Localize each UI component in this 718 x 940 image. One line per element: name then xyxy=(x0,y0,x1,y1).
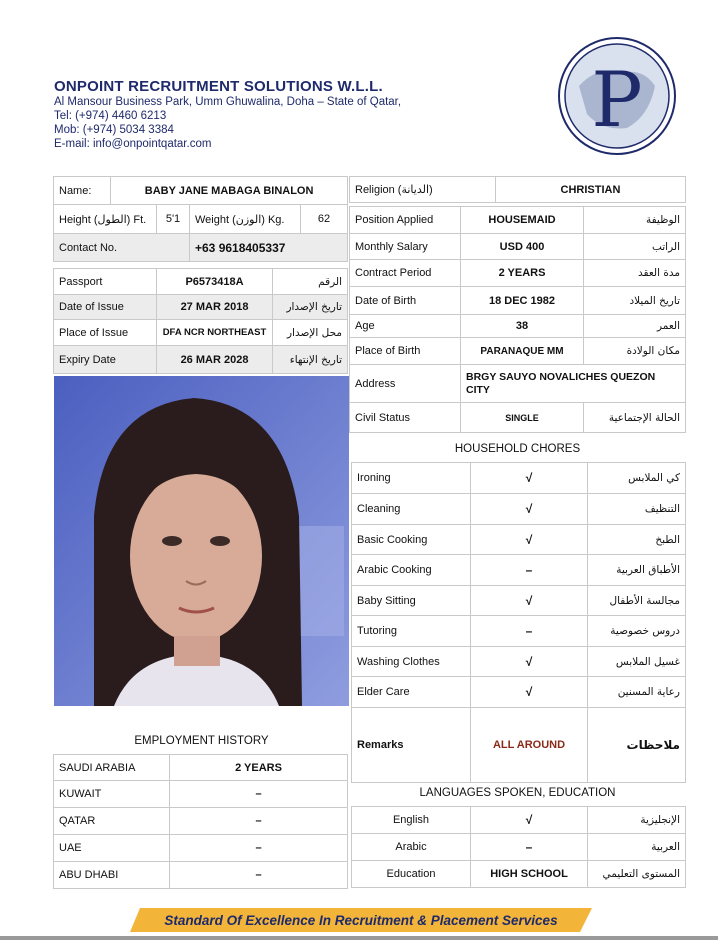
chore-row: Elder Care √ رعاية المسنين xyxy=(352,677,686,708)
chore-row: Washing Clothes √ غسيل الملابس xyxy=(352,647,686,677)
employment-row: KUWAIT – xyxy=(54,781,348,808)
chore-row: Ironing √ كي الملابس xyxy=(352,463,686,494)
passport-label: Passport xyxy=(54,269,157,295)
detail-row: Position Applied HOUSEMAID الوظيفة xyxy=(350,207,686,234)
issue-date-label: Date of Issue xyxy=(54,295,157,320)
language-row: Arabic – العربية xyxy=(352,834,686,861)
issue-place-label: Place of Issue xyxy=(54,320,157,346)
religion-label: Religion (الديانة) xyxy=(350,177,496,203)
detail-row: Age 38 العمر xyxy=(350,315,686,338)
language-row: English √ الإنجليزية xyxy=(352,807,686,834)
expiry-value: 26 MAR 2028 xyxy=(157,346,273,374)
passport-ar: الرقم xyxy=(273,269,348,295)
detail-row: Date of Birth 18 DEC 1982 تاريخ الميلاد xyxy=(350,287,686,315)
employment-row: SAUDI ARABIA 2 YEARS xyxy=(54,755,348,781)
chore-row: Cleaning √ التنظيف xyxy=(352,494,686,525)
passport-value: P6573418A xyxy=(157,269,273,295)
detail-row: Contract Period 2 YEARS مدة العقد xyxy=(350,260,686,287)
issue-date-ar: تاريخ الإصدار xyxy=(273,295,348,320)
expiry-label: Expiry Date xyxy=(54,346,157,374)
languages-title: LANGUAGES SPOKEN, EDUCATION xyxy=(419,787,616,799)
address-label: Address xyxy=(350,365,461,403)
chore-row: Arabic Cooking – الأطباق العربية xyxy=(352,555,686,586)
contact-value: +63 9618405337 xyxy=(190,234,348,262)
chore-row: Basic Cooking √ الطبخ xyxy=(352,525,686,555)
issue-place-ar: محل الإصدار xyxy=(273,320,348,346)
name-label: Name: xyxy=(54,177,111,205)
applicant-photo xyxy=(54,376,349,706)
chore-row: Tutoring – دروس خصوصية xyxy=(352,616,686,647)
weight-value: 62 xyxy=(301,205,348,234)
company-address: Al Mansour Business Park, Umm Ghuwalina, Doha – State of Qatar, xyxy=(54,96,402,108)
remarks-value: ALL AROUND xyxy=(471,708,588,783)
issue-place-value: DFA NCR NORTHEAST xyxy=(157,320,273,346)
employment-row: ABU DHABI – xyxy=(54,862,348,889)
contact-label: Contact No. xyxy=(54,234,190,262)
height-label: Height (الطول) Ft. xyxy=(54,205,157,234)
religion-value: CHRISTIAN xyxy=(496,177,686,203)
expiry-row xyxy=(54,346,348,374)
logo-letter: P xyxy=(591,55,643,144)
company-tel: Tel: (+974) 4460 6213 xyxy=(54,110,167,122)
address-value: BRGY SAUYO NOVALICHES QUEZON CITY xyxy=(461,365,686,403)
footer-banner xyxy=(130,908,592,932)
remarks-ar: ملاحظات xyxy=(588,708,686,783)
detail-row: Monthly Salary USD 400 الراتب xyxy=(350,234,686,260)
issue-date-row xyxy=(54,295,348,320)
issue-date-value: 27 MAR 2018 xyxy=(157,295,273,320)
education-row: Education HIGH SCHOOL المستوى التعليمي xyxy=(352,861,686,888)
company-email: E-mail: info@onpointqatar.com xyxy=(54,138,212,150)
expiry-ar: تاريخ الإنتهاء xyxy=(273,346,348,374)
name-value: BABY JANE MABAGA BINALON xyxy=(111,177,348,205)
height-value: 5'1 xyxy=(157,205,190,234)
remarks-row xyxy=(352,708,686,783)
company-name: ONPOINT RECRUITMENT SOLUTIONS W.L.L. xyxy=(54,78,383,95)
employment-row: UAE – xyxy=(54,835,348,862)
bottom-rule xyxy=(0,936,718,940)
chore-row: Baby Sitting √ مجالسة الأطفال xyxy=(352,586,686,616)
company-mob: Mob: (+974) 5034 3384 xyxy=(54,124,174,136)
onpoint-logo-icon xyxy=(557,36,677,156)
footer-slogan: Standard Of Excellence In Recruitment & Placement Services xyxy=(164,913,558,928)
detail-row: Place of Birth PARANAQUE MM مكان الولادة xyxy=(350,338,686,365)
employment-title: EMPLOYMENT HISTORY xyxy=(134,735,269,747)
chores-title: HOUSEHOLD CHORES xyxy=(454,443,581,455)
passport-row xyxy=(54,269,348,295)
employment-row: QATAR – xyxy=(54,808,348,835)
address-row xyxy=(350,365,686,403)
weight-label: Weight (الوزن) Kg. xyxy=(190,205,301,234)
issue-place-row xyxy=(54,320,348,346)
remarks-label: Remarks xyxy=(352,708,471,783)
civil-status-row: Civil Status SINGLE الحالة الإجتماعية xyxy=(350,403,686,433)
